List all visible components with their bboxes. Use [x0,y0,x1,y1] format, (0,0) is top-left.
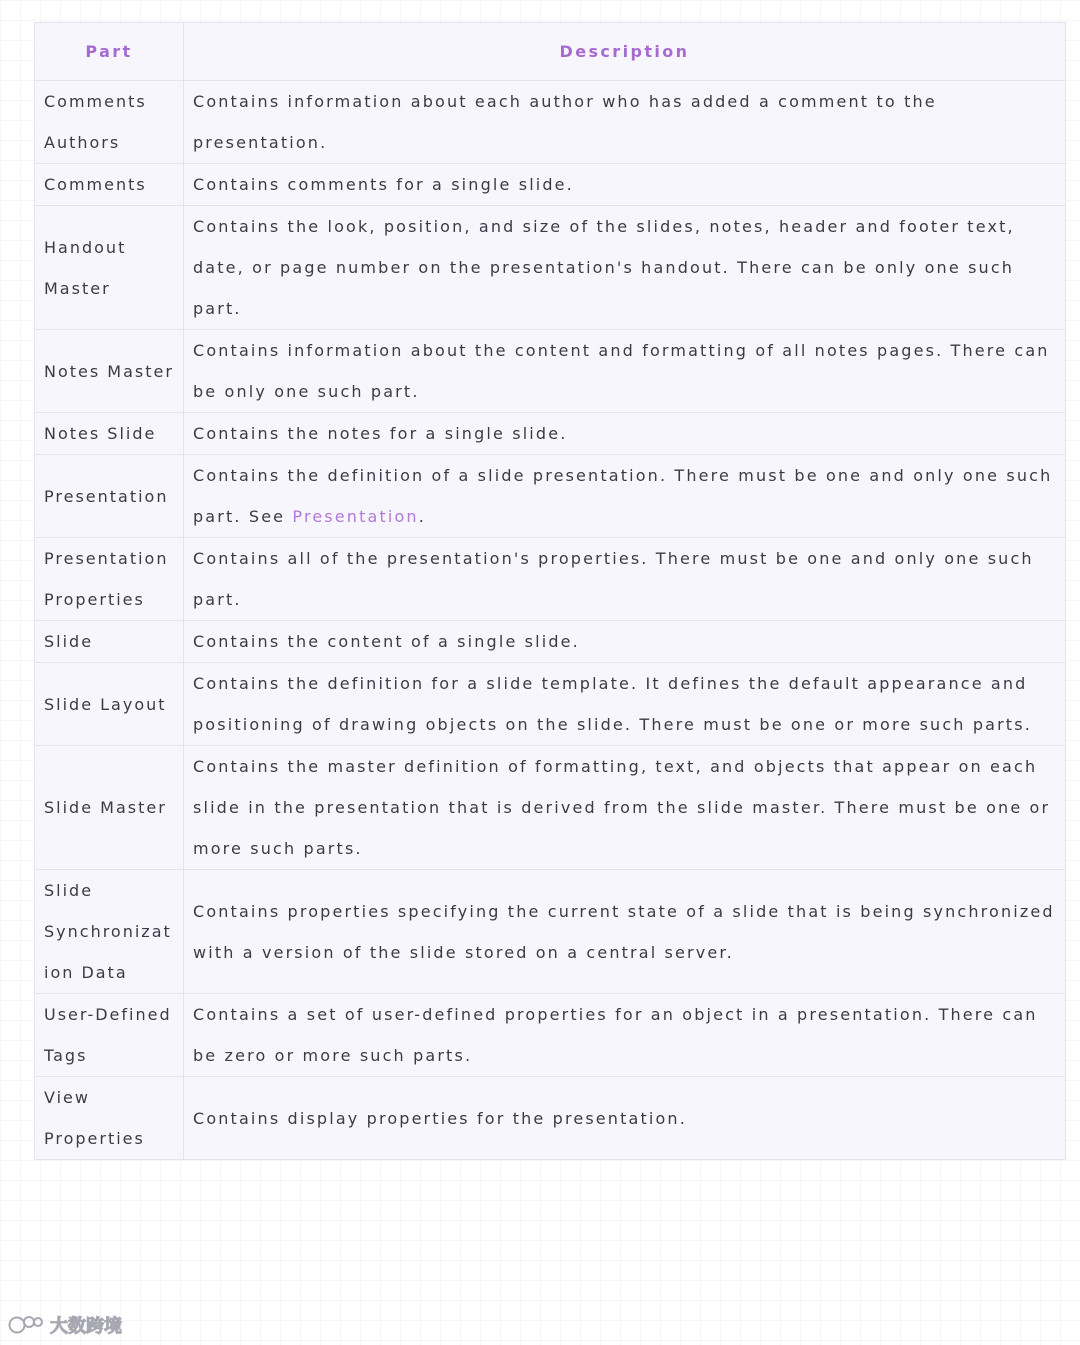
description-cell: Contains the look, position, and size of the slides, notes, header and footer text, date, or page number on the presentation's handout. There can be only one such part. [184,206,1066,330]
part-cell: Slide Layout [35,663,184,746]
description-cell: Contains all of the presentation's properties. There must be one and only one such part. [184,538,1066,621]
table-row [35,538,1066,621]
part-cell: Slide Synchronization Data [35,870,184,994]
description-cell: Contains properties specifying the current state of a slide that is being synchronized with a version of the slide stored on a central server. [184,870,1066,994]
description-cell: Contains comments for a single slide. [184,164,1066,206]
description-cell: Contains the master definition of formatting, text, and objects that appear on each slide in the presentation that is derived from the slide master. There must be one or more such parts. [184,746,1066,870]
part-cell: Slide Master [35,746,184,870]
part-cell: Presentation Properties [35,538,184,621]
table-row [35,81,1066,164]
part-cell: User-Defined Tags [35,994,184,1077]
column-header-description: Description [184,23,1066,81]
description-text: Contains the definition of a slide presentation. There must be one and only one such part. See [193,466,1053,526]
presentation-link[interactable]: Presentation [292,507,419,526]
table-row [35,663,1066,746]
brand-logo-icon [8,1314,44,1336]
table-row [35,164,1066,206]
description-cell: Contains the notes for a single slide. [184,413,1066,455]
part-cell: View Properties [35,1077,184,1160]
description-cell: Contains information about the content and formatting of all notes pages. There can be only one such part. [184,330,1066,413]
description-cell: Contains information about each author who has added a comment to the presentation. [184,81,1066,164]
description-period: . [418,507,426,526]
table-row [35,206,1066,330]
description-cell: Contains display properties for the presentation. [184,1077,1066,1160]
table-row [35,994,1066,1077]
part-cell: Comments [35,164,184,206]
table-header-row [35,23,1066,81]
table-row [35,746,1066,870]
part-cell: Slide [35,621,184,663]
description-cell [184,455,1066,538]
table-row [35,870,1066,994]
part-cell: Notes Master [35,330,184,413]
part-cell: Notes Slide [35,413,184,455]
table-row [35,413,1066,455]
description-cell: Contains the definition for a slide template. It defines the default appearance and positioning of drawing objects on the slide. There must be one or more such parts. [184,663,1066,746]
table-row [35,330,1066,413]
part-cell: Handout Master [35,206,184,330]
table-row [35,1077,1066,1160]
part-cell: Comments Authors [35,81,184,164]
table-row [35,455,1066,538]
watermark [8,1311,122,1339]
column-header-part: Part [35,23,184,81]
description-cell: Contains a set of user-defined properties for an object in a presentation. There can be zero or more such parts. [184,994,1066,1077]
table-row [35,621,1066,663]
part-cell: Presentation [35,455,184,538]
parts-table [34,22,1066,1160]
description-cell: Contains the content of a single slide. [184,621,1066,663]
watermark-text: 大数跨境 [50,1316,122,1337]
